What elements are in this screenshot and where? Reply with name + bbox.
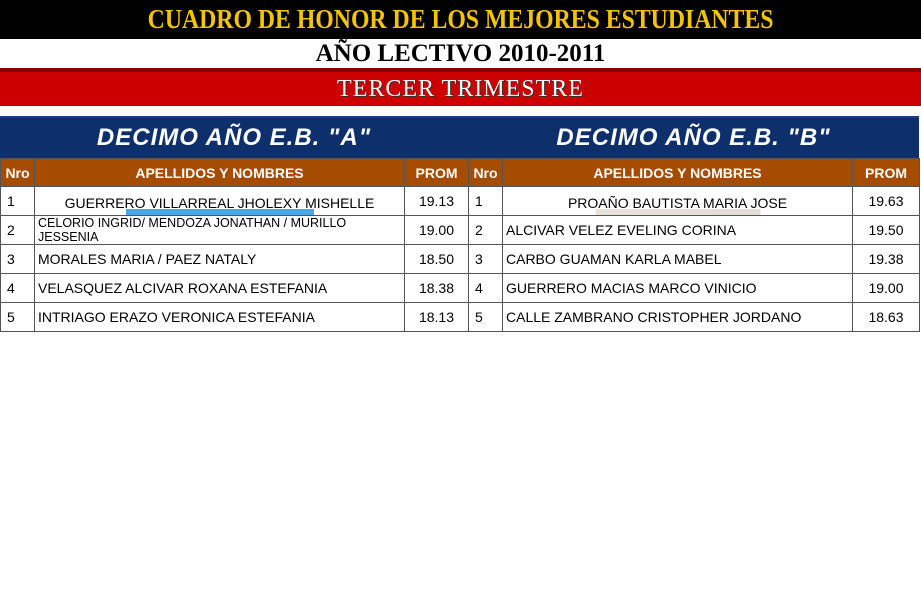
- row-name: ALCIVAR VELEZ EVELING CORINA: [503, 216, 853, 245]
- section-title: DECIMO AÑO E.B. "B": [468, 116, 919, 158]
- column-header-nro: Nro: [1, 159, 35, 187]
- table-row: [1, 303, 469, 332]
- row-nro: 1: [1, 187, 35, 216]
- featured-student-name: PROAÑO BAUTISTA MARIA JOSE: [567, 195, 788, 211]
- row-nro: 3: [1, 245, 35, 274]
- page-title: CUADRO DE HONOR DE LOS MEJORES ESTUDIANTES: [147, 4, 774, 34]
- school-year-band: [0, 39, 921, 68]
- column-header-prom: PROM: [405, 159, 469, 187]
- table-row: [469, 274, 920, 303]
- row-name: CELORIO INGRID/ MENDOZA JONATHAN / MURILLO JESSENIA: [35, 216, 405, 245]
- row-nro: 2: [469, 216, 503, 245]
- row-name: GUERRERO MACIAS MARCO VINICIO: [503, 274, 853, 303]
- term-band: [0, 68, 921, 106]
- honor-table: [0, 158, 469, 332]
- featured-student-cell: [503, 187, 853, 216]
- table-row: [469, 303, 920, 332]
- row-prom: 18.50: [405, 245, 469, 274]
- row-nro: 4: [469, 274, 503, 303]
- table-row: [1, 274, 469, 303]
- table-header-row: [1, 159, 469, 187]
- row-prom: 19.13: [405, 187, 469, 216]
- section-title: DECIMO AÑO E.B. "A": [0, 116, 468, 158]
- row-nro: 4: [1, 274, 35, 303]
- school-year: AÑO LECTIVO 2010-2011: [315, 39, 606, 67]
- table-row: [469, 245, 920, 274]
- row-prom: 19.00: [405, 216, 469, 245]
- table-row: [1, 245, 469, 274]
- row-prom: 19.50: [853, 216, 920, 245]
- row-prom: 19.38: [853, 245, 920, 274]
- table-header-row: [469, 159, 920, 187]
- table-row: [469, 216, 920, 245]
- row-nro: 5: [1, 303, 35, 332]
- row-name: CALLE ZAMBRANO CRISTOPHER JORDANO: [503, 303, 853, 332]
- table-row: [1, 187, 469, 216]
- row-prom: 19.63: [853, 187, 920, 216]
- row-nro: 2: [1, 216, 35, 245]
- table-row: [1, 216, 469, 245]
- row-prom: 19.00: [853, 274, 920, 303]
- row-prom: 18.38: [405, 274, 469, 303]
- column-header-names: APELLIDOS Y NOMBRES: [503, 159, 853, 187]
- featured-student-name: GUERRERO VILLARREAL JHOLEXY MISHELLE: [64, 195, 375, 211]
- row-name: MORALES MARIA / PAEZ NATALY: [35, 245, 405, 274]
- row-prom: 18.63: [853, 303, 920, 332]
- table-row: [469, 187, 920, 216]
- page-title-band: [0, 0, 921, 39]
- row-name: INTRIAGO ERAZO VERONICA ESTEFANIA: [35, 303, 405, 332]
- honor-table: [468, 158, 920, 332]
- featured-student-cell: [35, 187, 405, 216]
- row-nro: 5: [469, 303, 503, 332]
- column-header-prom: PROM: [853, 159, 920, 187]
- section-decimo-a: [0, 116, 468, 590]
- section-decimo-b: [468, 116, 919, 590]
- row-name: VELASQUEZ ALCIVAR ROXANA ESTEFANIA: [35, 274, 405, 303]
- row-nro: 3: [469, 245, 503, 274]
- column-header-nro: Nro: [469, 159, 503, 187]
- term-label: TERCER TRIMESTRE: [337, 75, 584, 102]
- row-nro: 1: [469, 187, 503, 216]
- row-prom: 18.13: [405, 303, 469, 332]
- row-name: CARBO GUAMAN KARLA MABEL: [503, 245, 853, 274]
- column-header-names: APELLIDOS Y NOMBRES: [35, 159, 405, 187]
